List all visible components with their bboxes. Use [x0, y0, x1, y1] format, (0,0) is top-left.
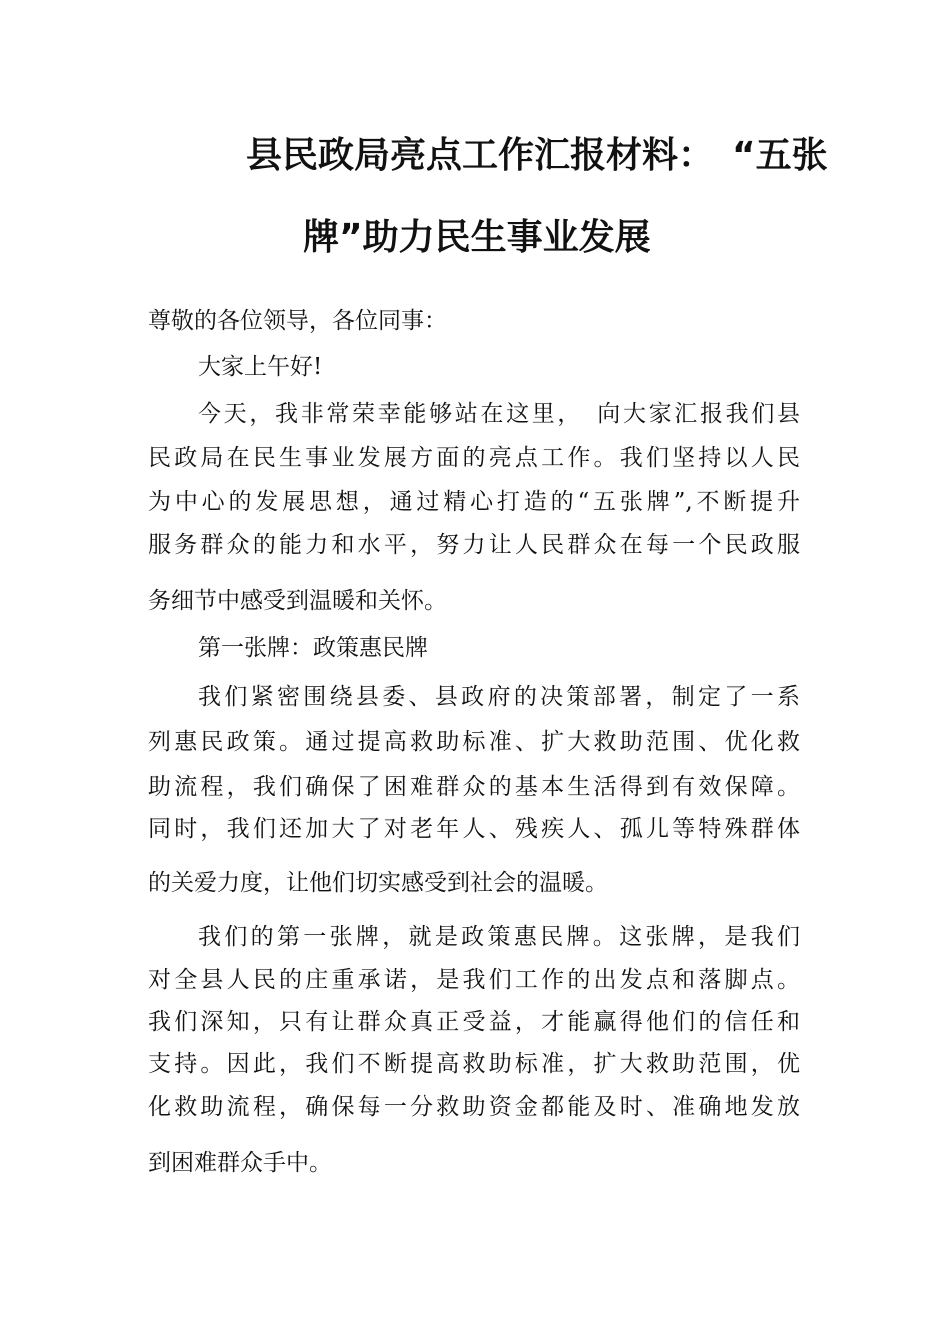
section1-p1-line: 助流程，我们确保了困难群众的基本生活得到有效保障。	[148, 774, 800, 800]
intro-line: 服务群众的能力和水平，努力让人民群众在每一个民政服	[148, 532, 800, 558]
intro-line: 为中心的发展思想，通过精心打造的“五张牌”,不断提升	[148, 489, 800, 515]
section1-p1-line: 我们紧密围绕县委、县政府的决策部署，制定了一系	[198, 684, 800, 710]
section1-p1-line: 的关爱力度，让他们切实感受到社会的温暖。	[148, 870, 608, 896]
intro-line: 务细节中感受到温暖和关怀。	[148, 588, 447, 614]
section1-p2-line: 我们深知，只有让群众真正受益，才能赢得他们的信任和	[148, 1009, 800, 1035]
intro-line: 民政局在民生事业发展方面的亮点工作。我们坚持以人民	[148, 445, 800, 471]
section1-p1-line: 列惠民政策。通过提高救助标准、扩大救助范围、优化救	[148, 729, 800, 755]
section1-p2-line: 到困难群众手中。	[148, 1150, 332, 1176]
document-title-line-2: 牌”助力民生事业发展	[303, 217, 651, 258]
salutation: 大家上午好!	[198, 354, 323, 380]
section1-p1-line: 同时，我们还加大了对老年人、残疾人、孤儿等特殊群体	[148, 816, 800, 842]
section1-p2-line: 我们的第一张牌，就是政策惠民牌。这张牌，是我们	[198, 924, 800, 950]
section1-p2-line: 对全县人民的庄重承诺，是我们工作的出发点和落脚点。	[148, 967, 800, 993]
greeting: 尊敬的各位领导，各位同事：	[148, 308, 447, 334]
section-heading: 第一张牌：政策惠民牌	[198, 635, 428, 661]
section1-p2-line: 化救助流程，确保每一分救助资金都能及时、准确地发放	[148, 1094, 800, 1120]
intro-line: 今天，我非常荣幸能够站在这里， 向大家汇报我们县	[198, 401, 800, 427]
section1-p2-line: 支持。因此，我们不断提高救助标准，扩大救助范围，优	[148, 1051, 800, 1077]
document-title-line-1: 县民政局亮点工作汇报材料： “五张	[246, 135, 828, 176]
